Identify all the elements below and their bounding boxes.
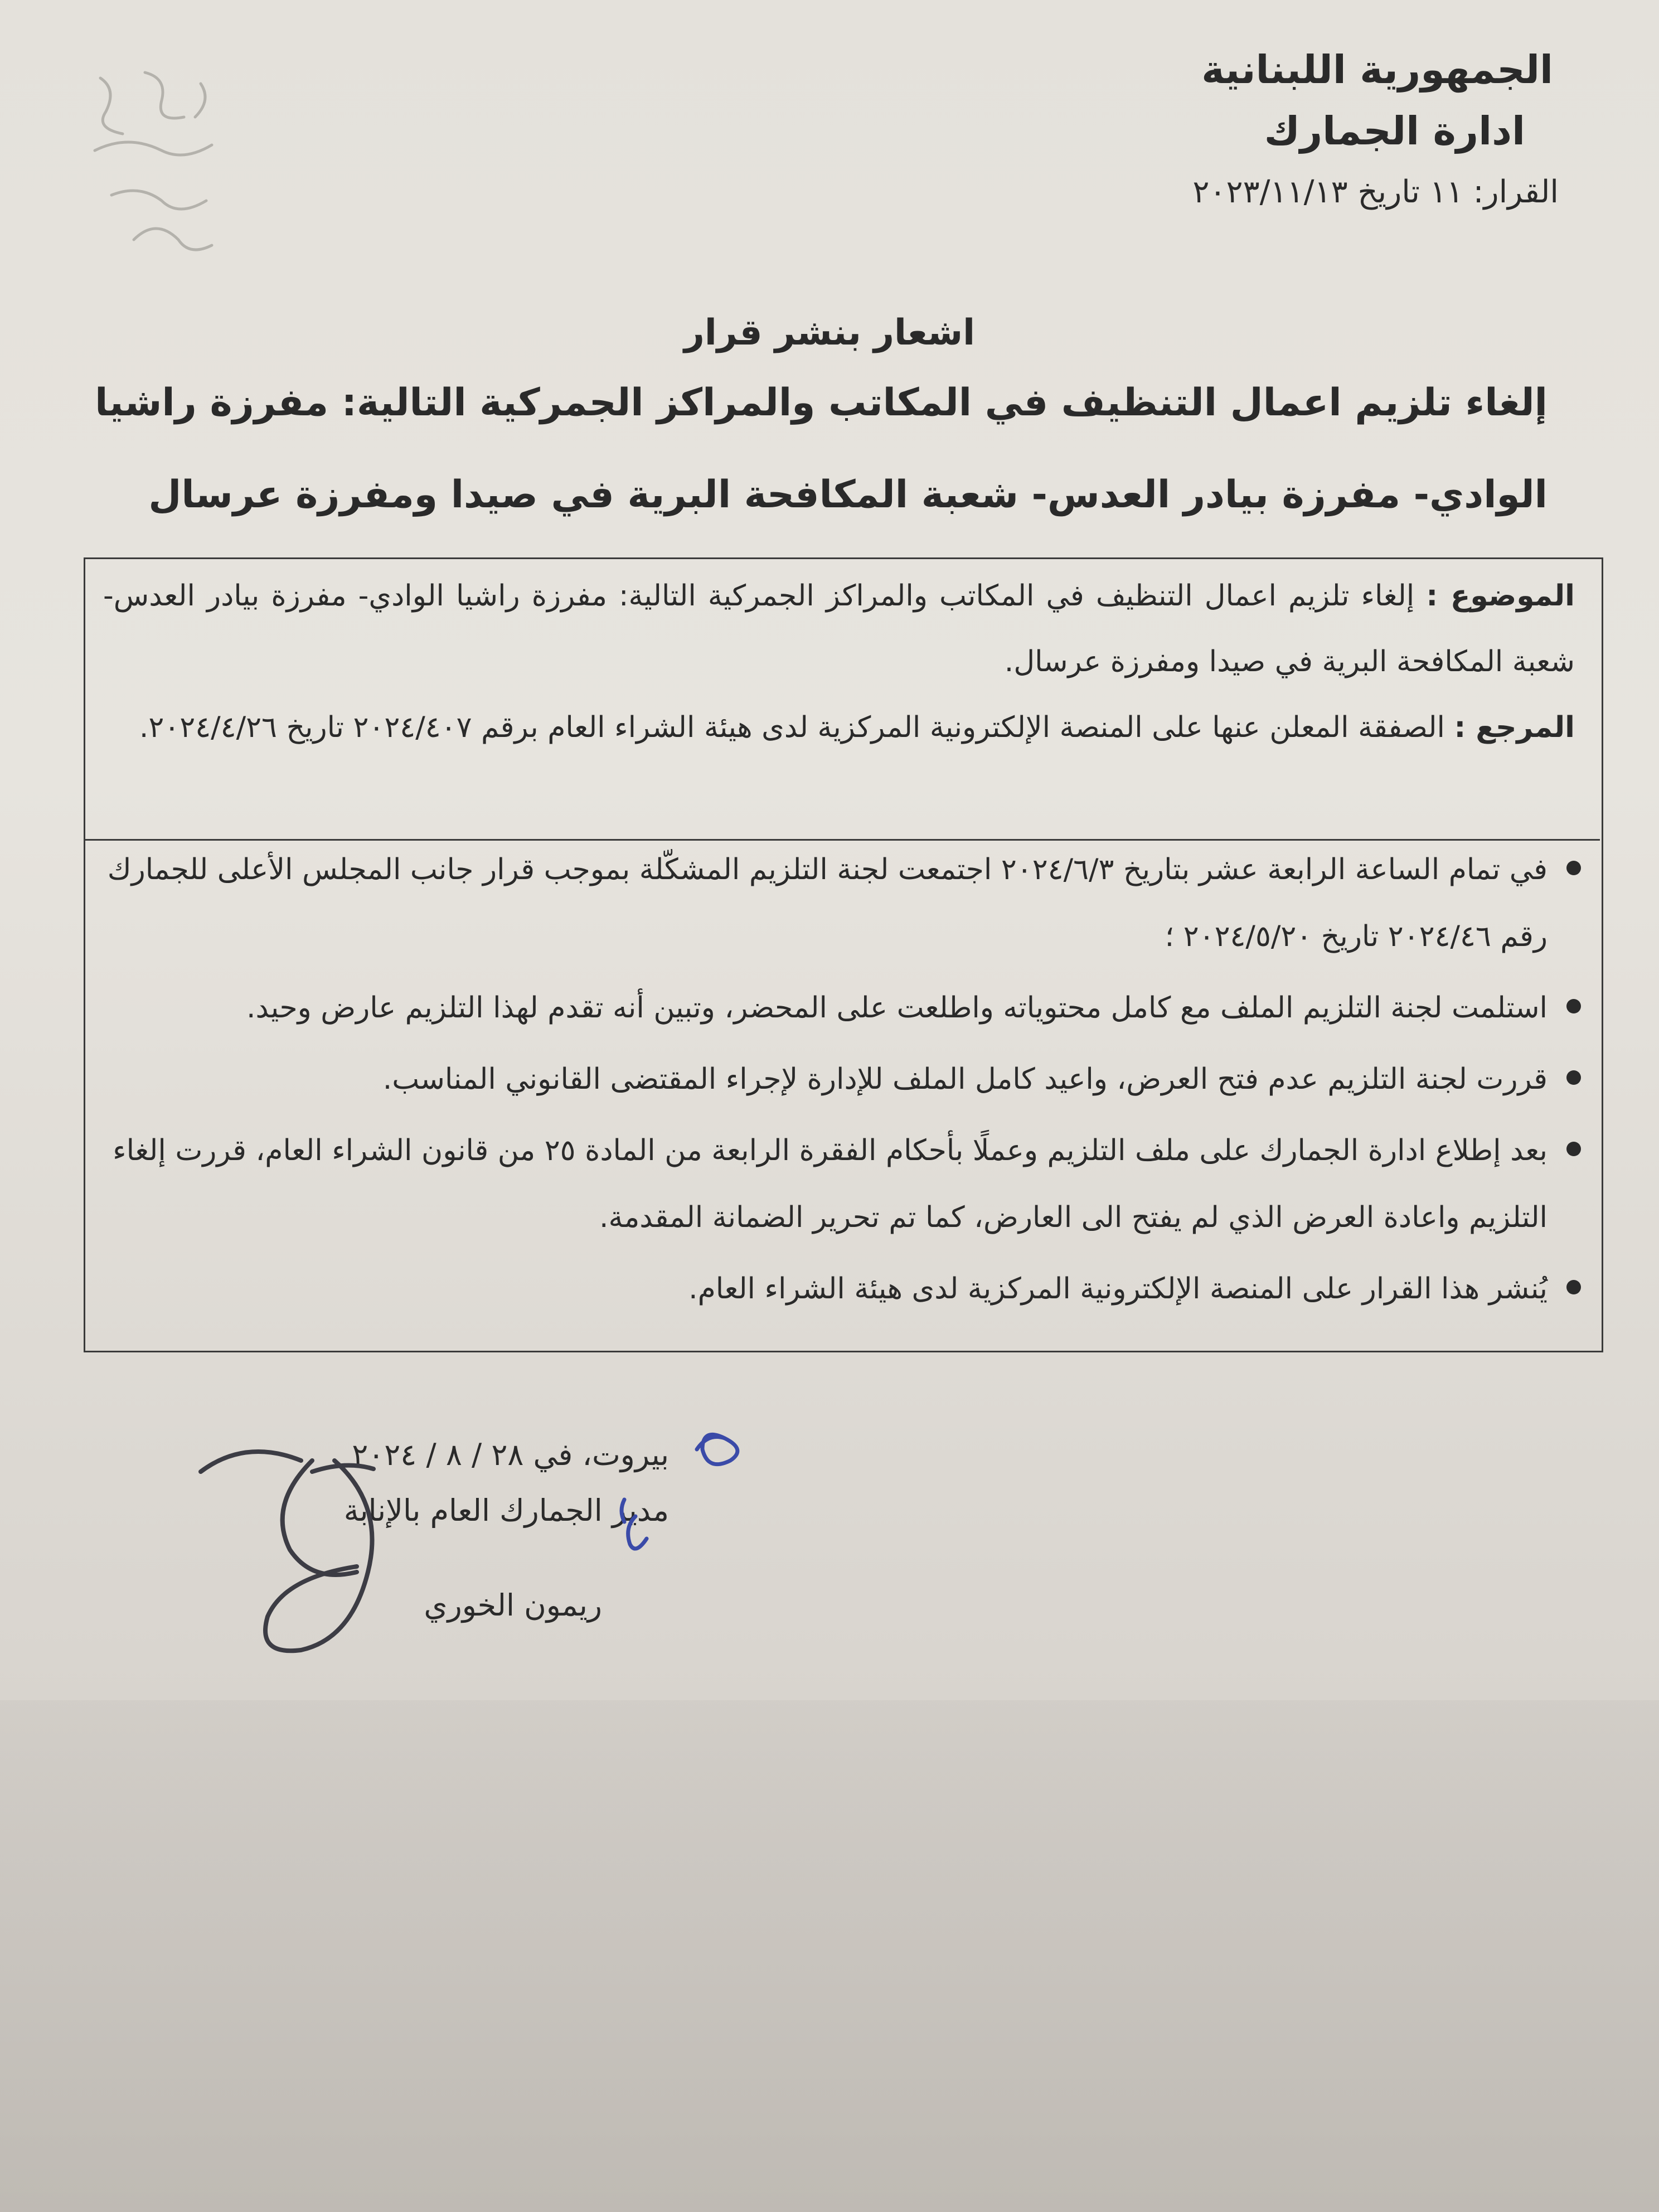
subject-reference-section — [103, 563, 1575, 760]
administration-name: ادارة الجمارك — [1264, 108, 1525, 154]
country-name: الجمهورية اللبنانية — [1201, 47, 1553, 93]
place-date: بيروت، في ٢٨ / ٨ / ٢٠٢٤ — [352, 1437, 669, 1472]
paper-shadow — [0, 1700, 1659, 2212]
notice-title: اشعار بنشر قرار — [683, 312, 976, 353]
list-item: بعد إطلاع ادارة الجمارك على ملف التلزيم وعملًا بأحكام الفقرة الرابعة من المادة ٢٥ من قانون الشراء العام، قررت إلغاء التلزيم واعادة العرض الذي لم يفتح الى العارض، كما تم تحرير الضمانة المقدمة. — [76, 1117, 1581, 1251]
reference-label: المرجع : — [1454, 711, 1575, 744]
list-item: في تمام الساعة الرابعة عشر بتاريخ ٢٠٢٤/٦/٣ اجتمعت لجنة التلزيم المشكّلة بموجب قرار جانب المجلس الأعلى للجمارك رقم ٢٠٢٤/٤٦ تاريخ ٢٠٢٤/٥/٢٠ ؛ — [76, 836, 1581, 970]
decision-reference: القرار: ١١ تاريخ ٢٠٢٣/١١/١٣ — [1192, 174, 1559, 210]
letterhead — [890, 39, 1559, 217]
signatory-name: ريمون الخوري — [424, 1588, 602, 1623]
signature-block — [167, 1427, 669, 1633]
subject-label: الموضوع : — [1426, 579, 1575, 613]
signatory-position: مدير الجمارك العام بالإنابة — [343, 1493, 669, 1528]
subject-text: إلغاء تلزيم اعمال التنظيف في المكاتب والمراكز الجمركية التالية: مفرزة راشيا الوادي- مفرزة بيادر العدس- شعبة المكافحة البرية في صيدا ومفرزة عرسال. — [103, 579, 1575, 678]
list-item: يُنشر هذا القرار على المنصة الإلكترونية المركزية لدى هيئة الشراء العام. — [76, 1255, 1581, 1322]
list-item: قررت لجنة التلزيم عدم فتح العرض، واعيد كامل الملف للإدارة لإجراء المقتضى القانوني المناسب. — [76, 1046, 1581, 1113]
reference-text: الصفقة المعلن عنها على المنصة الإلكترونية المركزية لدى هيئة الشراء العام برقم ٢٠٢٤/٤٠٧ تاريخ ٢٠٢٤/٤/٢٦. — [139, 711, 1445, 744]
handwritten-margin-note — [78, 56, 279, 290]
list-item: استلمت لجنة التلزيم الملف مع كامل محتوياته واطلعت على المحضر، وتبين أنه تقدم لهذا التلزيم عارض وحيد. — [76, 974, 1581, 1041]
notice-heading: إلغاء تلزيم اعمال التنظيف في المكاتب والمراكز الجمركية التالية: مفرزة راشيا الوادي- مفرزة بيادر العدس- شعبة المكافحة البرية في صيدا ومفرزة عرسال — [95, 381, 1548, 517]
decision-points — [76, 836, 1581, 1322]
subject-paragraph — [103, 563, 1575, 695]
reference-paragraph — [103, 695, 1575, 760]
